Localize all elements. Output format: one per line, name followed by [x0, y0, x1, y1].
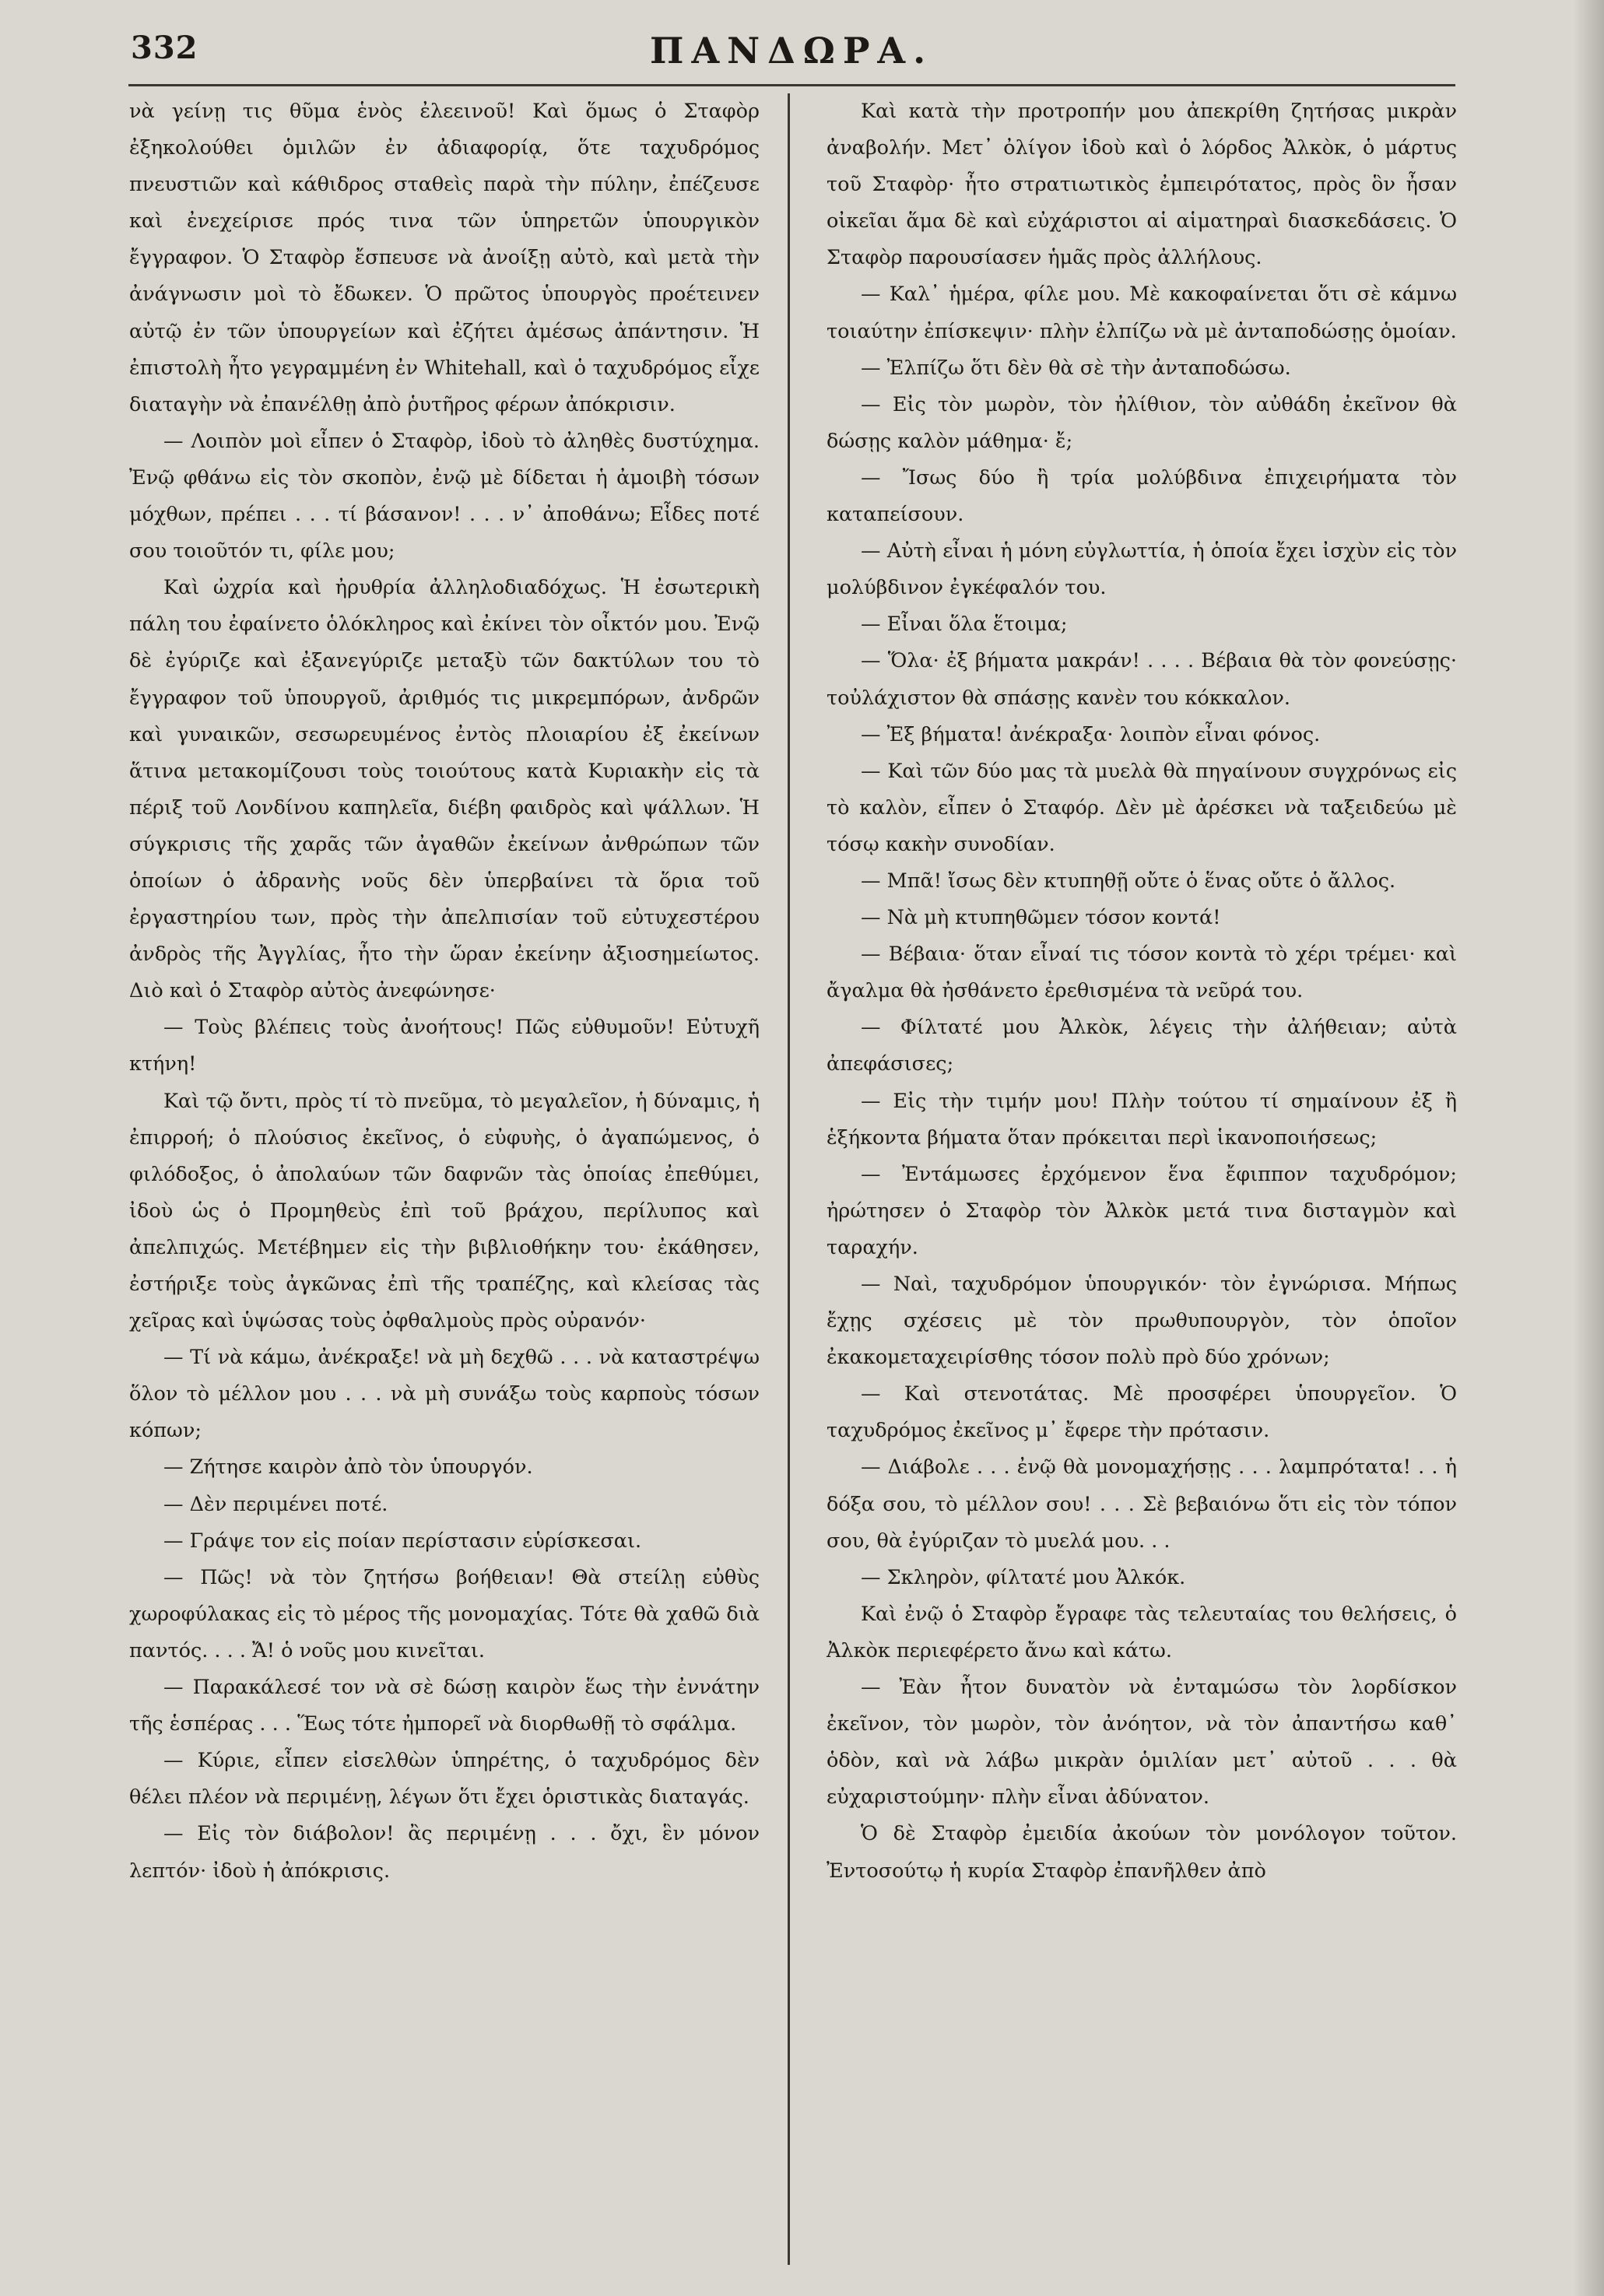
paragraph: — Καὶ τῶν δύο μας τὰ μυελὰ θὰ πηγαίνουν συγχρόνως εἰς τὸ καλὸν, εἶπεν ὁ Σταφόρ. Δὲν μὲ ἀρέσκει νὰ ταξειδεύω μὲ τόσῳ κακὴν συνοδίαν.: [827, 759, 1457, 856]
paragraph: — Ἐξ βήματα! ἀνέκραξα· λοιπὸν εἶναι φόνος.: [861, 722, 1321, 746]
paragraph: — Νὰ μὴ κτυπηθῶμεν τόσον κοντά!: [861, 906, 1221, 930]
header-rule: [128, 84, 1455, 86]
paragraph: — Καλ᾽ ἡμέρα, φίλε μου. Μὲ κακοφαίνεται ὅτι σὲ κάμνω τοιαύτην ἐπίσκεψιν· πλὴν ἐλπίζω νὰ μὲ ἀνταποδώσῃς ὁμοίαν.: [827, 283, 1457, 343]
paragraph: νὰ γείνῃ τις θῦμα ἑνὸς ἐλεεινοῦ! Καὶ ὅμως ὁ Σταφὸρ ἐξηκολούθει ὁμιλῶν ἐν ἀδιαφορίᾳ, ὅτε ταχυδρόμος πνευστιῶν καὶ κάθιδρος σταθεὶς παρὰ τὴν πύλην, ἐπέζευσε καὶ ἐνεχείρισε πρός τινα τῶν ὑπηρετῶν ὑπουργικὸν ἔγγραφον. Ὁ Σταφὸρ ἔσπευσε νὰ ἀνοίξῃ αὐτὸ, καὶ μετὰ τὴν ἀνάγνωσιν μοὶ τὸ ἔδωκεν. Ὁ πρῶτος ὑπουργὸς προέτεινεν αὐτῷ ἐν τῶν ὑπουργείων καὶ ἐζήτει ἀμέσως ἀπάντησιν. Ἡ ἐπιστολὴ ἦτο γεγραμμένη ἐν Whitehall, καὶ ὁ ταχυδρόμος εἶχε διαταγὴν νὰ ἐπανέλθῃ ἀπὸ ῥυτῆρος φέρων ἀπόκρισιν.: [129, 100, 760, 416]
paragraph: — Τί νὰ κάμω, ἀνέκραξε! νὰ μὴ δεχθῶ . . . νὰ καταστρέψω ὅλον τὸ μέλλον μου . . . νὰ μὴ συνάξω τοὺς καρποὺς τόσων κόπων;: [129, 1346, 760, 1443]
paragraph: — Πῶς! νὰ τὸν ζητήσω βοήθειαν! Θὰ στείλῃ εὐθὺς χωροφύλακας εἰς τὸ μέρος τῆς μονομαχίας. Τότε θὰ χαθῶ διὰ παντός. . . . Ἄ! ὁ νοῦς μου κινεῖται.: [129, 1565, 760, 1662]
paragraph: — Αὐτὴ εἶναι ἡ μόνη εὐγλωττία, ἡ ὁποία ἔχει ἰσχὺν εἰς τὸν μολύβδινον ἐγκέφαλόν του.: [827, 539, 1457, 600]
paragraph: Καὶ τῷ ὄντι, πρὸς τί τὸ πνεῦμα, τὸ μεγαλεῖον, ἡ δύναμις, ἡ ἐπιρροή; ὁ πλούσιος ἐκεῖνος, ὁ εὐφυὴς, ὁ ἀγαπώμενος, ὁ φιλόδοξος, ὁ ἀπολαύων τῶν δαφνῶν τὰς ὁποίας ἐπεθύμει, ἰδοὺ ὡς ὁ Προμηθεὺς ἐπὶ τοῦ βράχου, περίλυπος καὶ ἀπελπιχώς. Μετέβημεν εἰς τὴν βιβλιοθήκην του· ἐκάθησεν, ἐστήριξε τοὺς ἀγκῶνας ἐπὶ τῆς τραπέζης, καὶ κλείσας τὰς χεῖρας καὶ ὑψώσας τοὺς ὀφθαλμοὺς πρὸς οὐρανόν·: [129, 1089, 760, 1333]
paragraph: — Γράψε τον εἰς ποίαν περίστασιν εὑρίσκεσαι.: [163, 1529, 642, 1553]
paragraph: — Εἶναι ὅλα ἕτοιμα;: [861, 613, 1068, 637]
paragraph: — Ἐὰν ἦτον δυνατὸν νὰ ἐνταμώσω τὸν λορδίσκον ἐκεῖνον, τὸν μωρὸν, τὸν ἀνόητον, νὰ τὸν ἀπαντήσω καθ᾽ ὁδὸν, καὶ νὰ λάβω μικρὰν ὁμιλίαν μετ᾽ αὐτοῦ . . . θὰ εὐχαριστούμην· πλὴν εἶναι ἀδύνατον.: [827, 1676, 1457, 1810]
paragraph: — Βέβαια· ὅταν εἶναί τις τόσον κοντὰ τὸ χέρι τρέμει· καὶ ἄγαλμα θὰ ἠσθάνετο ἐρεθισμένα τὰ νεῦρά του.: [827, 943, 1457, 1003]
paragraph: — Ἴσως δύο ἢ τρία μολύβδινα ἐπιχειρήματα τὸν καταπείσουν.: [827, 465, 1457, 527]
page-edge-shadow: [1573, 0, 1604, 2296]
paragraph: — Παρακάλεσέ τον νὰ σὲ δώσῃ καιρὸν ἕως τὴν ἐννάτην τῆς ἑσπέρας . . . Ἕως τότε ἠμπορεῖ νὰ διορθωθῇ τὸ σφάλμα.: [129, 1676, 760, 1736]
left-text-column: [129, 93, 760, 1890]
paragraph: — Λοιπὸν μοὶ εἶπεν ὁ Σταφὸρ, ἰδοὺ τὸ ἀληθὲς δυστύχημα. Ἐνῷ φθάνω εἰς τὸν σκοπὸν, ἐνῷ μὲ δίδεται ἡ ἀμοιβὴ τόσων μόχθων, πρέπει . . . τί βάσανον! . . . ν᾽ ἀποθάνω; Εἶδες ποτέ σου τοιοῦτόν τι, φίλε μου;: [129, 429, 760, 563]
paragraph: Καὶ ἐνῷ ὁ Σταφὸρ ἔγραφε τὰς τελευταίας του θελήσεις, ὁ Ἀλκὸκ περιεφέρετο ἄνω καὶ κάτω.: [827, 1602, 1457, 1662]
paragraph: Καὶ ὠχρία καὶ ἠρυθρία ἀλληλοδιαδόχως. Ἡ ἐσωτερικὴ πάλη του ἐφαίνετο ὁλόκληρος καὶ ἐκίνει τὸν οἶκτόν μου. Ἐνῷ δὲ ἐγύριζε καὶ ἐξανεγύριζε μεταξὺ τῶν δακτύλων του τὸ ἔγγραφον τοῦ ὑπουργοῦ, ἀριθμός τις μικρεμπόρων, ἀνδρῶν καὶ γυναικῶν, σεσωρευμένος ἐντὸς πλοιαρίου ἐξ ἐκείνων ἅτινα μετακομίζουσι τοὺς τοιούτους κατὰ Κυριακὴν εἰς τὰ πέριξ τοῦ Λονδίνου καπηλεῖα, διέβη φαιδρὸς καὶ ψάλλων. Ἡ σύγκρισις τῆς χαρᾶς τῶν ἀγαθῶν ἐκείνων ἀνθρώπων τῶν ὁποίων ὁ ἀδρανὴς νοῦς δὲν ὑπερβαίνει τὰ ὅρια τοῦ ἐργαστηρίου των, πρὸς τὴν ἀπελπισίαν τοῦ εὐτυχεστέρου ἀνδρὸς τῆς Ἀγγλίας, ἦτο τὴν ὥραν ἐκείνην ἀξιοσημείωτος. Διὸ καὶ ὁ Σταφὸρ αὐτὸς ἀνεφώνησε·: [129, 576, 760, 1003]
paragraph: — Εἰς τὸν μωρὸν, τὸν ἠλίθιον, τὸν αὐθάδη ἐκεῖνον θὰ δώσῃς καλὸν μάθημα· ἔ;: [827, 392, 1457, 453]
column-divider: [788, 93, 790, 2265]
paragraph: — Ζήτησε καιρὸν ἀπὸ τὸν ὑπουργόν.: [163, 1455, 533, 1480]
paragraph: — Κύριε, εἶπεν εἰσελθὼν ὑπηρέτης, ὁ ταχυδρόμος δὲν θέλει πλέον νὰ περιμένῃ, λέγων ὅτι ἔχει ὁριστικὰς διαταγάς.: [129, 1749, 760, 1810]
paragraph: — Ἐλπίζω ὅτι δὲν θὰ σὲ τὴν ἀνταποδώσω.: [861, 356, 1291, 380]
paragraph: — Φίλτατέ μου Ἀλκὸκ, λέγεις τὴν ἀλήθειαν; αὐτὰ ἀπεφάσισες;: [827, 1016, 1457, 1076]
page-number: 332: [131, 30, 198, 66]
paragraph: — Ἐντάμωσες ἐρχόμενον ἕνα ἔφιππον ταχυδρόμον; ἠρώτησεν ὁ Σταφὸρ τὸν Ἀλκὸκ μετά τινα δισταγμὸν καὶ ταραχήν.: [827, 1162, 1457, 1259]
paragraph: — Εἰς τὴν τιμήν μου! Πλὴν τούτου τί σημαίνουν ἐξ ἢ ἑξήκοντα βήματα ὅταν πρόκειται περὶ ἱκανοποιήσεως;: [827, 1089, 1457, 1150]
paragraph: Καὶ κατὰ τὴν προτροπήν μου ἀπεκρίθη ζητήσας μικρὰν ἀναβολήν. Μετ᾽ ὀλίγον ἰδοὺ καὶ ὁ λόρδος Ἀλκὸκ, ὁ μάρτυς τοῦ Σταφὸρ· ἦτο στρατιωτικὸς ἐμπειρότατος, πρὸς ὃν ἦσαν οἰκεῖαι ἅμα δὲ καὶ εὐχάριστοι αἱ αἱματηραὶ διασκεδάσεις. Ὁ Σταφὸρ παρουσίασεν ἡμᾶς πρὸς ἀλλήλους.: [827, 100, 1457, 270]
paragraph: — Καὶ στενοτάτας. Μὲ προσφέρει ὑπουργεῖον. Ὁ ταχυδρόμος ἐκεῖνος μ᾽ ἔφερε τὴν πρότασιν.: [827, 1382, 1457, 1443]
paragraph: Ὁ δὲ Σταφὸρ ἐμειδία ἀκούων τὸν μονόλογον τοῦτον. Ἐντοσούτῳ ἡ κυρία Σταφὸρ ἐπανῆλθεν ἀπὸ: [827, 1822, 1457, 1883]
paragraph: — Τοὺς βλέπεις τοὺς ἀνοήτους! Πῶς εὐθυμοῦν! Εὐτυχῆ κτήνη!: [129, 1016, 760, 1076]
running-title: ΠΑΝΔΩΡΑ.: [650, 30, 934, 72]
paragraph: — Δὲν περιμένει ποτέ.: [163, 1492, 388, 1516]
paragraph: — Σκληρὸν, φίλτατέ μου Ἀλκόκ.: [861, 1565, 1186, 1589]
paragraph: — Διάβολε . . . ἐνῷ θὰ μονομαχήσῃς . . . λαμπρότατα! . . ἡ δόξα σου, τὸ μέλλον σου! . . . Σὲ βεβαιόνω ὅτι εἰς τὸν τόπον σου, θὰ ἐγύριζαν τὸ μυελά μου. . .: [827, 1455, 1457, 1553]
paragraph: — Ὅλα· ἐξ βήματα μακράν! . . . . Βέβαια θὰ τὸν φονεύσῃς· τοὐλάχιστον θὰ σπάσῃς κανὲν του κόκκαλον.: [827, 649, 1457, 710]
paragraph: — Εἰς τὸν διάβολον! ἂς περιμένῃ . . . ὄχι, ἓν μόνον λεπτόν· ἰδοὺ ἡ ἀπόκρισις.: [129, 1822, 760, 1883]
paragraph: — Μπᾶ! ἴσως δὲν κτυπηθῇ οὔτε ὁ ἕνας οὔτε ὁ ἄλλος.: [861, 869, 1396, 893]
right-text-column: [827, 93, 1457, 1890]
paragraph: — Ναὶ, ταχυδρόμον ὑπουργικόν· τὸν ἐγνώρισα. Μήπως ἔχῃς σχέσεις μὲ τὸν πρωθυπουργὸν, τὸν ὁποῖον ἐκακομεταχειρίσθης τόσον πολὺ πρὸ δύο χρόνων;: [827, 1273, 1457, 1370]
